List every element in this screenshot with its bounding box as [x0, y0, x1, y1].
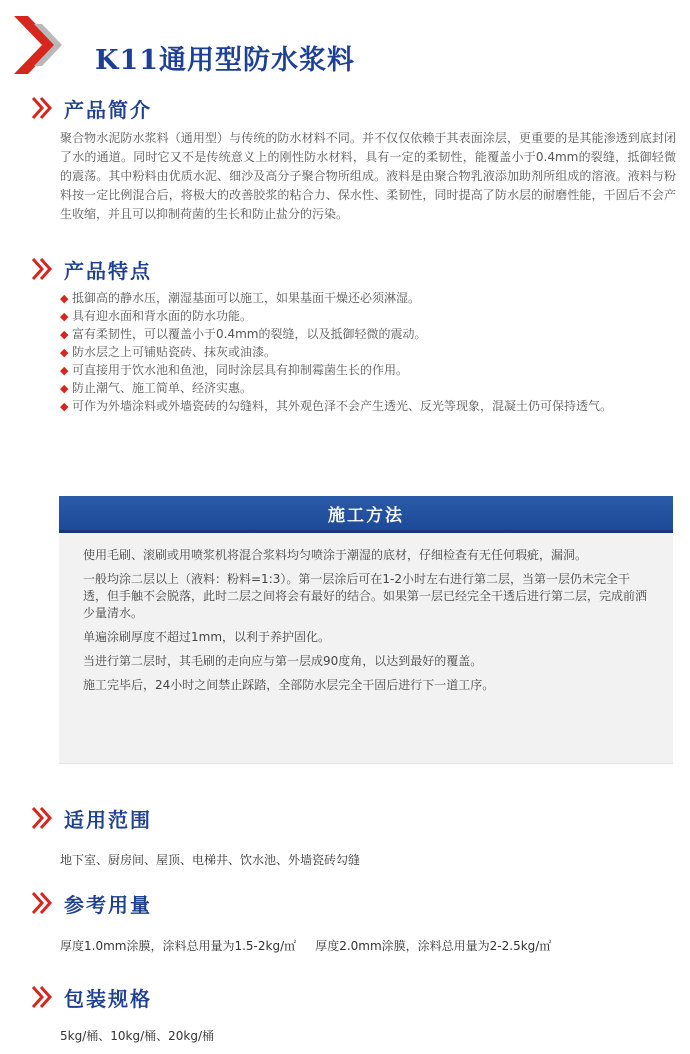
section-title: 产品简介 — [64, 97, 152, 122]
chevron-right-icon — [30, 95, 54, 121]
section-title: 适用范围 — [64, 807, 152, 832]
scope-text: 地下室、厨房间、屋顶、电梯井、饮水池、外墙瓷砖勾缝 — [60, 853, 361, 867]
bullet-icon: ◆ — [60, 346, 69, 359]
packaging-text: 5kg/桶、10kg/桶、20kg/桶 — [60, 1029, 215, 1043]
method-paragraph: 一般均涂二层以上（液料：粉料=1:3）。第一层涂后可在1-2小时左右进行第二层，当第一层仍未完全干透，但手触不会脱落，此时二层之间将会有最好的结合。如果第一层已经完全干透后进行第二层，完成前洒少量清水。 — [83, 572, 648, 620]
method-paragraph: 当进行第二层时，其毛刷的走向应与第一层成90度角，以达到最好的覆盖。 — [83, 654, 483, 668]
method-paragraph: 单遍涂刷厚度不超过1mm，以利于养护固化。 — [83, 630, 331, 644]
section-heading-features — [30, 254, 152, 284]
section-heading-scope — [30, 803, 152, 833]
section-heading-packaging — [30, 982, 152, 1012]
list-item: ◆ 防水层之上可铺贴瓷砖、抹灰或油漆。 — [60, 343, 680, 361]
section-heading-intro — [30, 93, 152, 123]
features-list — [60, 289, 680, 415]
section-heading-usage — [30, 888, 152, 918]
section-title: 产品特点 — [64, 258, 152, 283]
section-title: 参考用量 — [64, 892, 152, 917]
bullet-icon: ◆ — [60, 364, 69, 377]
method-title: 施工方法 — [328, 505, 404, 526]
list-item: ◆ 抵御高的静水压，潮湿基面可以施工，如果基面干燥还必须淋湿。 — [60, 289, 680, 307]
bullet-icon: ◆ — [60, 310, 69, 323]
list-item: ◆ 具有迎水面和背水面的防水功能。 — [60, 307, 680, 325]
list-item: ◆ 可作为外墙涂料或外墙瓷砖的勾缝料，其外观色泽不会产生透光、反光等现象，混凝土仍可保持透气。 — [60, 397, 680, 415]
usage-text: 厚度1.0mm涂膜，涂料总用量为1.5-2kg/㎡ 厚度2.0mm涂膜，涂料总用量为2-2.5kg/㎡ — [60, 939, 552, 953]
bullet-icon: ◆ — [60, 292, 69, 305]
list-item: ◆ 防止潮气、施工简单、经济实惠。 — [60, 379, 680, 397]
method-banner — [59, 496, 673, 533]
chevron-right-icon — [30, 890, 54, 916]
section-title: 包装规格 — [64, 986, 152, 1011]
method-paragraph: 使用毛刷、滚刷或用喷浆机将混合浆料均匀喷涂于潮湿的底材，仔细检查有无任何瑕疵，漏洞。 — [83, 548, 588, 562]
logo-chevron-icon — [14, 16, 66, 74]
chevron-right-icon — [30, 805, 54, 831]
list-item: ◆ 可直接用于饮水池和鱼池，同时涂层具有抑制霉菌生长的作用。 — [60, 361, 680, 379]
list-item: ◆ 富有柔韧性，可以覆盖小于0.4mm的裂缝，以及抵御轻微的震动。 — [60, 325, 680, 343]
bullet-icon: ◆ — [60, 382, 69, 395]
bullet-icon: ◆ — [60, 328, 69, 341]
method-content — [59, 533, 673, 764]
bullet-icon: ◆ — [60, 400, 69, 413]
method-paragraph: 施工完毕后，24小时之间禁止踩踏，全部防水层完全干固后进行下一道工序。 — [83, 678, 495, 692]
intro-paragraph: 聚合物水泥防水浆料（通用型）与传统的防水材料不同。并不仅仅依赖于其表面涂层，更重要的是其能渗透到底封闭了水的通道。同时它又不是传统意义上的刚性防水材料，具有一定的柔韧性，能覆盖小于0.4mm的裂缝，抵御轻微的震荡。其中粉料由优质水泥、细沙及高分子聚合物所组成。液料是由聚合物乳液添加助剂所组成的溶液。液料与粉料按一定比例混合后，将极大的改善胶浆的粘合力、保水性、柔韧性，同时提高了防水层的耐磨性能，干固后不会产生收缩，并且可以抑制荷菌的生长和防止盐分的污染。 — [60, 131, 676, 221]
chevron-right-icon — [30, 256, 54, 282]
page-title: K11通用型防水浆料 — [95, 45, 356, 76]
chevron-right-icon — [30, 984, 54, 1010]
